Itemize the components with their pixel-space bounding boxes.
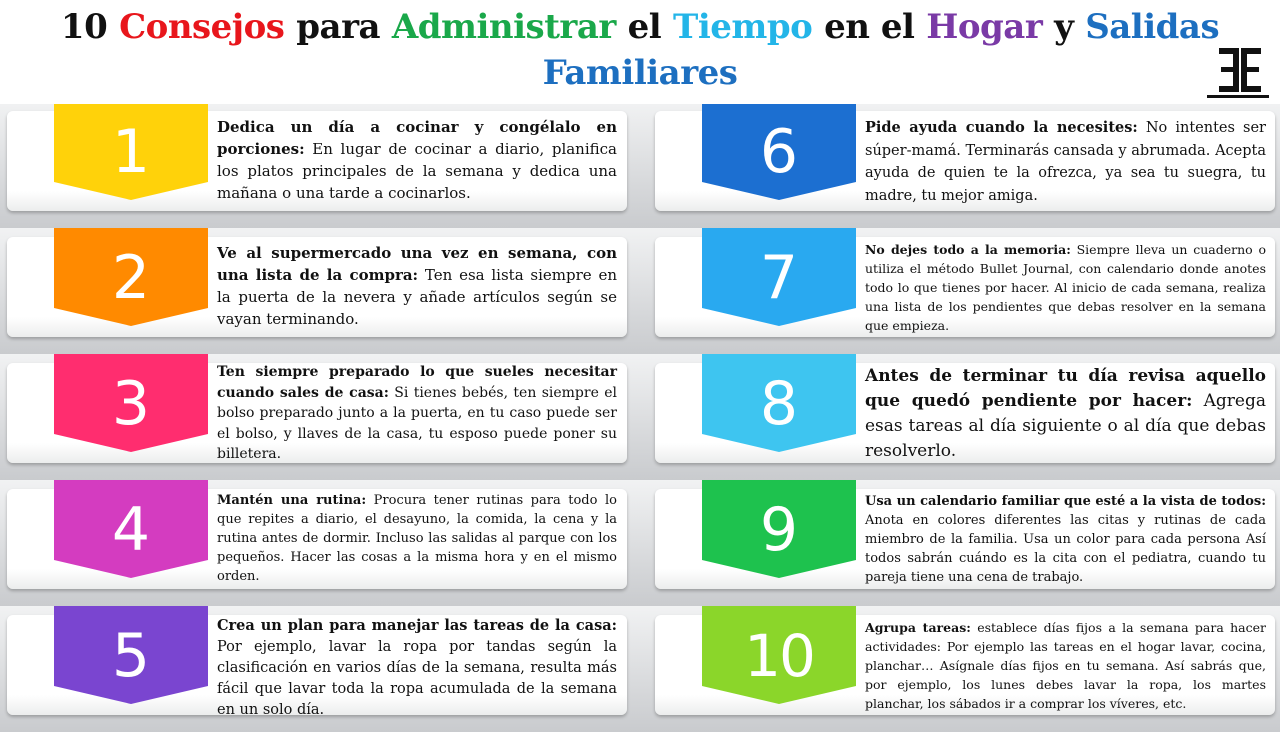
tip-badge-3 [54,354,208,454]
title-familiares: Familiares [542,53,738,93]
tip-number-5: 5 [111,621,151,691]
title-para: para [296,7,381,47]
tip-heading: Mantén una rutina: [217,493,367,508]
tip-badge-1 [54,102,208,202]
title-consejos: Consejos [119,7,285,47]
tip-heading: Usa un calendario familiar que esté a la vista de todos: [865,494,1266,509]
tip-number-7: 7 [759,243,799,313]
tip-body: En lugar de cocinar a diario, planifica los platos principales de la semana y dedica una mañana o una tarde a cocinarlos. [217,140,617,202]
tip-number-10: 10 [744,622,814,690]
tip-heading: Ve al supermercado una vez en semana, con una lista de la compra: [217,244,617,284]
tip-number-3: 3 [111,369,151,439]
tip-badge-8 [702,354,856,454]
tip-body: Agrega esas tareas al día siguiente o al día que debas resolverlo. [865,391,1266,461]
tip-heading: Antes de terminar tu día revisa aquello que quedó pendiente por hacer: [865,366,1266,411]
tip-number-1: 1 [111,117,151,187]
title-y: y [1054,7,1074,47]
title-en-el: en el [824,7,915,47]
tip-text-1 [217,116,617,204]
tip-text-10 [865,618,1266,713]
tip-text-5 [217,615,617,721]
tip-badge-6 [702,102,856,202]
title-el: el [627,7,662,47]
header [0,0,1280,104]
tip-body: Por ejemplo, lavar la ropa por tandas según la clasificación en varios días de la semana, resulta más fácil que lavar toda la ropa acumulada de la semana en un solo día. [217,639,617,718]
tip-text-6 [865,117,1266,207]
tip-heading: Dedica un día a cocinar y congélalo en porciones: [217,118,617,158]
tip-heading: No dejes todo a la memoria: [865,242,1071,257]
tip-text-4 [217,491,617,586]
tip-badge-4 [54,480,208,580]
tip-number-6: 6 [759,117,799,187]
tip-body: Si tienes bebés, ten siempre el bolso preparado junto a la puerta, en tu caso puede ser el bolso, y llaves de la casa, tu esposo puede poner su billetera. [217,384,617,462]
tip-body: Procura tener rutinas para todo lo que repites a diario, el desayuno, la comida, la cena y la rutina antes de dormir. Incluso las salidas al parque con los pequeños. Hacer las cosas a la misma hora y en el mismo orden. [217,493,617,584]
tip-number-8: 8 [759,369,799,439]
title-number: 10 [60,7,108,47]
tip-body: Ten esa lista siempre en la puerta de la nevera y añade artículos según se vayan terminando. [217,266,617,328]
tip-badge-9 [702,480,856,580]
tip-text-8 [865,364,1266,464]
tip-badge-7 [702,228,856,328]
logo-mark-icon [1205,44,1271,100]
title-administrar: Administrar [391,7,616,47]
tip-text-2 [217,242,617,330]
tip-body: establece días fijos a la semana para hacer actividades: Por ejemplo las tareas en el hogar lavar, cocina, planchar… Asígnale días fijos en tu semana. Así sabrás que, por ejemplo, los lunes debes lavar la ropa, los martes planchar, los sábados ir a comprar los víveres, etc. [865,620,1267,711]
tip-heading: Crea un plan para manejar las tareas de la casa: [217,617,617,634]
tip-heading: Ten siempre preparado lo que sueles necesitar cuando sales de casa: [217,364,617,401]
tip-body: Siempre lleva un cuaderno o utiliza el método Bullet Journal, con calendario donde anotes todo lo que tienes por hacer. Al inicio de cada semana, realiza una lista de los pendientes que debas resolver en la semana que empieza. [865,242,1267,333]
tip-text-3 [217,362,617,465]
brand-logo [1205,44,1271,100]
tip-number-2: 2 [111,243,151,313]
tip-heading: Agrupa tareas: [865,620,971,635]
tip-body: No intentes ser súper-mamá. Terminarás cansada y abrumada. Acepta ayuda de quien te la ofrezca, ya sea tu suegra, tu madre, tu mejor amiga. [865,120,1266,204]
tip-badge-10 [702,606,856,706]
tip-heading: Pide ayuda cuando la necesites: [865,119,1138,136]
tip-text-9 [865,492,1266,587]
tip-number-4: 4 [111,495,151,565]
tip-text-7 [865,240,1266,335]
page-title [0,4,1280,96]
title-hogar: Hogar [926,7,1043,47]
title-salidas: Salidas [1085,7,1220,47]
tip-body: Anota en colores diferentes las citas y rutinas de cada miembro de la familia. Usa un color para cada persona Así todos sabrán cuándo es la cita con el pediatra, cuando tu pareja tiene una cena de trabajo. [865,513,1266,585]
tip-number-9: 9 [759,495,799,565]
tip-badge-5 [54,606,208,706]
tip-badge-2 [54,228,208,328]
title-tiempo: Tiempo [673,7,813,47]
